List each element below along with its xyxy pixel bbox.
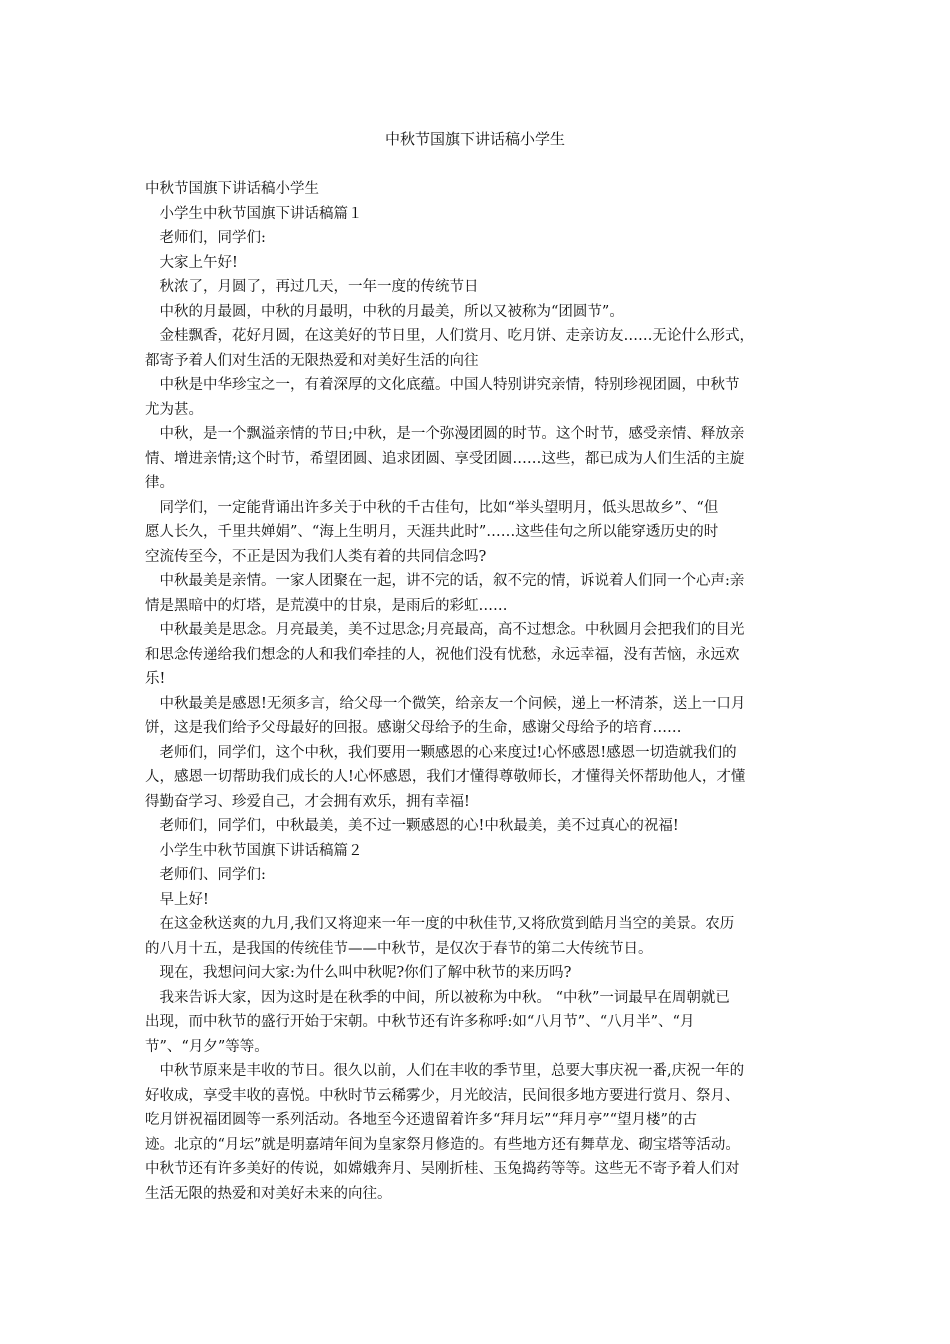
paragraph xyxy=(145,863,810,888)
paragraph-line: 中秋，是一个飘溢亲情的节日;中秋，是一个弥漫团圆的时节。这个时节，感受亲情、释放亲 xyxy=(145,426,745,442)
paragraph xyxy=(145,618,810,692)
paragraph-line: 人，感恩一切帮助我们成长的人!心怀感恩，我们才懂得尊敬师长，才懂得关怀帮助他人，才懂 xyxy=(145,769,746,785)
paragraph-line: 律。 xyxy=(145,475,174,491)
paragraph-line: 同学们，一定能背诵出许多关于中秋的千古佳句，比如“举头望明月，低头思故乡”、“但 xyxy=(145,499,719,516)
paragraph-line: 老师们，同学们，中秋最美，美不过一颗感恩的心!中秋最美，美不过真心的祝福! xyxy=(145,818,679,834)
paragraph xyxy=(145,251,810,276)
paragraph xyxy=(145,961,810,986)
document-title: 中秋节国旗下讲话稿小学生 xyxy=(384,130,565,148)
paragraph-line: 出现，而中秋节的盛行开始于宋朝。中秋节还有许多称呼:如“八月节”、“八月半”、“月 xyxy=(145,1014,695,1030)
paragraph-line: 中秋是中华珍宝之一，有着深厚的文化底蕴。中国人特别讲究亲情，特别珍视团圆，中秋节 xyxy=(145,377,740,393)
paragraph-line: 吃月饼祝福团圆等一系列活动。各地至今还遗留着许多“拜月坛”“拜月亭”“望月楼”的古 xyxy=(145,1112,697,1128)
paragraph-line: 在这金秋送爽的九月,我们又将迎来一年一度的中秋佳节,又将欣赏到皓月当空的美景。农历 xyxy=(145,916,735,932)
paragraph xyxy=(145,226,810,251)
paragraph-line: 秋浓了，月圆了，再过几天，一年一度的传统节日 xyxy=(145,279,479,295)
paragraph xyxy=(145,177,810,202)
paragraph-line: 和思念传递给我们想念的人和我们牵挂的人，祝他们没有忧愁，永远幸福，没有苦恼，永远欢 xyxy=(145,646,740,663)
paragraph-line: 中秋最美是感恩!无须多言，给父母一个微笑，给亲友一个问候，递上一杯清茶，送上一口月 xyxy=(145,695,746,712)
paragraph-line: 中秋节原来是丰收的节日。很久以前，人们在丰收的季节里，总要大事庆祝一番,庆祝一年的 xyxy=(145,1063,745,1079)
paragraph-line: 我来告诉大家，因为这时是在秋季的中间，所以被称为中秋。 “中秋”一词最早在周朝就已 xyxy=(145,989,730,1006)
paragraph xyxy=(145,986,810,1060)
paragraph xyxy=(145,839,810,864)
paragraph-line: 的八月十五，是我国的传统佳节——中秋节，是仅次于春节的第二大传统节日。 xyxy=(145,940,653,957)
paragraph-line: 中秋最美是亲情。一家人团聚在一起，讲不完的话，叙不完的情，诉说着人们同一个心声:亲 xyxy=(145,573,745,589)
paragraph xyxy=(145,373,810,422)
paragraph xyxy=(145,741,810,815)
paragraph xyxy=(145,1059,810,1206)
paragraph-line: 中秋节还有许多美好的传说，如嫦娥奔月、吴刚折桂、玉兔捣药等等。这些无不寄予着人们对 xyxy=(145,1161,740,1177)
paragraph xyxy=(145,814,810,839)
paragraph-line: 大家上午好! xyxy=(145,254,238,271)
paragraph xyxy=(145,912,810,961)
paragraph-line: 老师们，同学们，这个中秋，我们要用一颗感恩的心来度过!心怀感恩!感恩一切造就我们的 xyxy=(145,744,737,761)
paragraph-line: 小学生中秋节国旗下讲话稿篇１ xyxy=(145,205,363,222)
paragraph-line: 早上好! xyxy=(145,891,209,908)
paragraph-line: 乐! xyxy=(145,671,166,687)
paragraph-line: 老师们，同学们: xyxy=(145,230,266,246)
paragraph xyxy=(145,692,810,741)
paragraph-line: 情、增进亲情;这个时节，希望团圆、追求团圆、享受团圆……这些，都已成为人们生活的主旋 xyxy=(145,450,745,467)
paragraph xyxy=(145,569,810,618)
paragraph-line: 尤为甚。 xyxy=(145,401,203,418)
paragraph xyxy=(145,275,810,300)
paragraph-line: 饼，这是我们给予父母最好的回报。感谢父母给予的生命，感谢父母给予的培育…… xyxy=(145,720,682,736)
paragraph-line: 金桂飘香，花好月圆，在这美好的节日里，人们赏月、吃月饼、走亲访友……无论什么形式， xyxy=(145,328,754,344)
paragraph-line: 节”、“月夕”等等。 xyxy=(145,1038,269,1055)
paragraph-line: 中秋最美是思念。月亮最美，美不过思念;月亮最高，高不过想念。中秋圆月会把我们的目光 xyxy=(145,622,745,638)
paragraph xyxy=(145,496,810,570)
paragraph-line: 得勤奋学习、珍爱自己，才会拥有欢乐，拥有幸福! xyxy=(145,793,470,810)
paragraph-line: 情是黑暗中的灯塔，是荒漠中的甘泉，是雨后的彩虹…… xyxy=(145,597,508,614)
paragraph-line: 中秋的月最圆，中秋的月最明，中秋的月最美，所以又被称为“团圆节”。 xyxy=(145,303,624,320)
paragraph xyxy=(145,324,810,373)
paragraph-line: 愿人长久，千里共婵娟”、“海上生明月，天涯共此时”……这些佳句之所以能穿透历史的时 xyxy=(145,524,719,540)
paragraph-line: 都寄予着人们对生活的无限热爱和对美好生活的向往 xyxy=(145,352,479,369)
document-body xyxy=(145,177,810,1206)
paragraph-line: 空流传至今，不正是因为我们人类有着的共同信念吗? xyxy=(145,548,487,565)
paragraph-line: 现在，我想问问大家:为什么叫中秋呢?你们了解中秋节的来历吗? xyxy=(145,965,572,981)
paragraph-line: 中秋节国旗下讲话稿小学生 xyxy=(145,181,319,197)
paragraph xyxy=(145,300,810,325)
paragraph xyxy=(145,888,810,913)
paragraph-line: 小学生中秋节国旗下讲话稿篇２ xyxy=(145,842,363,859)
paragraph-line: 生活无限的热爱和对美好未来的向往。 xyxy=(145,1185,392,1202)
paragraph-line: 好收成，享受丰收的喜悦。中秋时节云稀雾少，月光皎洁，民间很多地方要进行赏月、祭月、 xyxy=(145,1087,740,1104)
paragraph-line: 老师们、同学们: xyxy=(145,867,266,883)
paragraph-line: 迹。北京的“月坛”就是明嘉靖年间为皇家祭月修造的。有些地方还有舞草龙、砌宝塔等活动。 xyxy=(145,1136,740,1153)
paragraph xyxy=(145,202,810,227)
paragraph xyxy=(145,422,810,496)
